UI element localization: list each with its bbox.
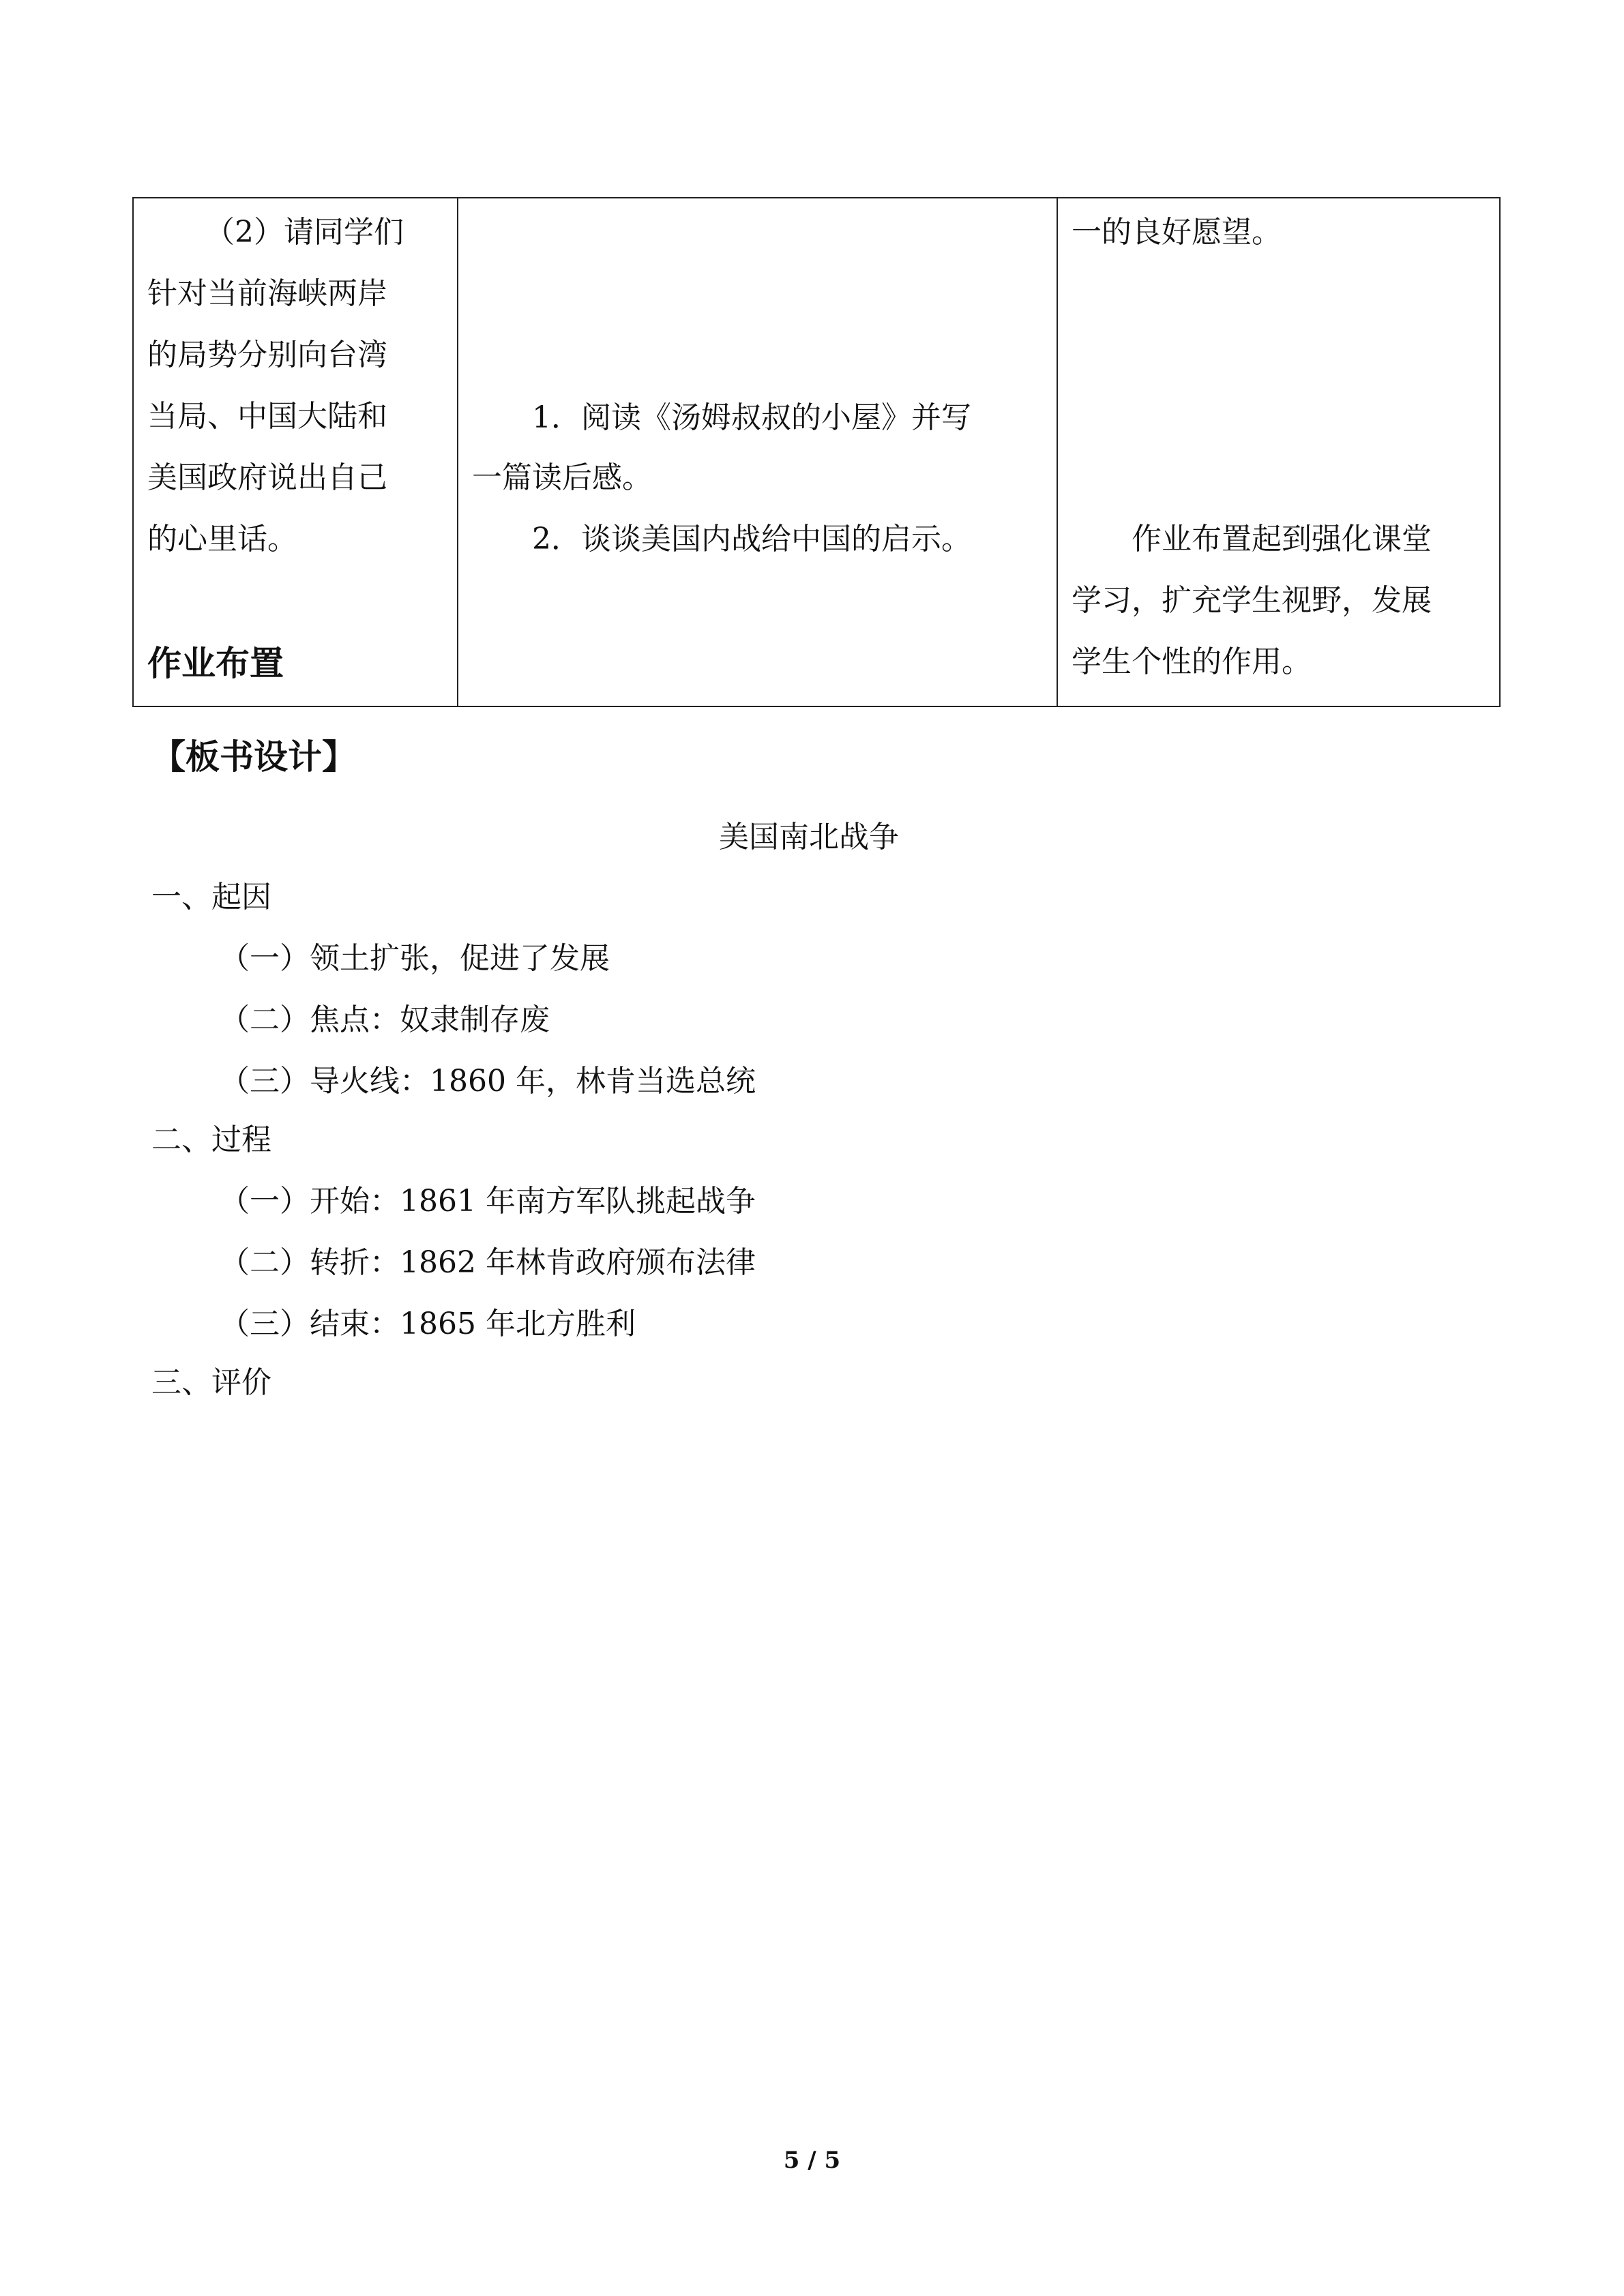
outline-section: 三、评价 (151, 1365, 271, 1400)
activity-text-line: 美国政府说出自己 (147, 460, 387, 495)
outline-section: 二、过程 (151, 1122, 271, 1157)
homework-item: 2．谈谈美国内战给中国的启示。 (532, 522, 971, 556)
intent-text-line: 学习，扩充学生视野，发展 (1072, 583, 1432, 618)
outline-item: （一）开始：1861 年南方军队挑起战争 (220, 1184, 756, 1219)
activity-text-line: 的心里话。 (147, 522, 297, 556)
intent-text-line: 作业布置起到强化课堂 (1132, 522, 1432, 556)
outline-section: 一、起因 (151, 880, 271, 914)
homework-item: 1．阅读《汤姆叔叔的小屋》并写 (532, 400, 971, 435)
activity-text-line: （2）请同学们 (205, 215, 404, 250)
row-label-homework: 作业布置 (147, 644, 284, 683)
board-design-heading: 【板书设计】 (151, 737, 356, 777)
outline-item: （三）结束：1865 年北方胜利 (220, 1307, 636, 1341)
page-number: 5 / 5 (783, 2147, 841, 2174)
board-title: 美国南北战争 (719, 820, 899, 854)
homework-item: 一篇读后感。 (472, 460, 652, 495)
activity-text-line: 当局、中国大陆和 (147, 399, 387, 434)
outline-item: （三）导火线：1860 年，林肯当选总统 (220, 1064, 756, 1099)
outline-item: （一）领土扩张，促进了发展 (220, 941, 610, 976)
table-cell-intent (1058, 198, 1502, 706)
activity-text-line: 的局势分别向台湾 (147, 338, 387, 372)
table-cell-homework (458, 198, 1058, 706)
outline-item: （二）焦点：奴隶制存废 (220, 1002, 550, 1037)
intent-text-line: 学生个性的作用。 (1072, 644, 1312, 679)
lesson-plan-table (132, 197, 1501, 707)
table-cell-activity (134, 198, 458, 706)
intent-text-line: 一的良好愿望。 (1072, 215, 1282, 250)
outline-item: （二）转折：1862 年林肯政府颁布法律 (220, 1245, 756, 1280)
activity-text-line: 针对当前海峡两岸 (147, 276, 387, 311)
